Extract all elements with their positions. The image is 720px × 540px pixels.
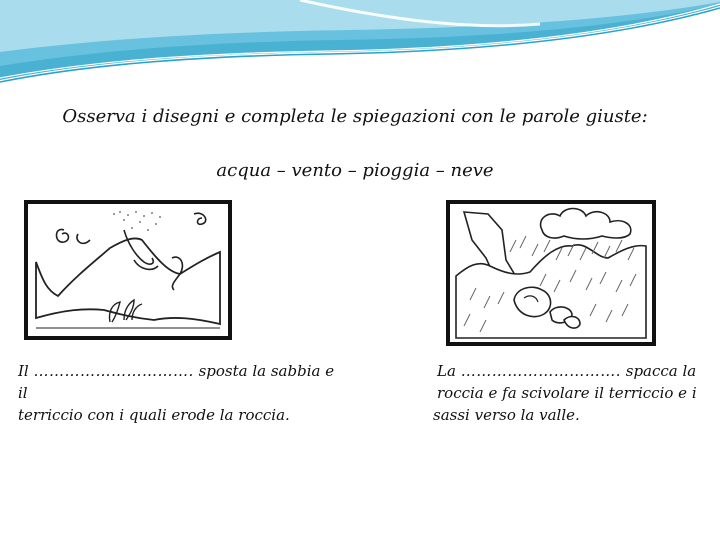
- rain-blank[interactable]: ………………………….: [460, 362, 621, 380]
- rain-caption-line3: sassi verso la valle.: [433, 406, 580, 424]
- rain-caption: [433, 360, 703, 426]
- header-wave-decoration: [0, 0, 720, 90]
- wind-caption: [18, 360, 338, 426]
- rain-caption-line2: roccia e fa scivolare il terriccio e i: [437, 384, 697, 402]
- wind-erosion-drawing: [24, 200, 232, 340]
- wind-blank[interactable]: ………………………….: [33, 362, 194, 380]
- instruction-text: Osserva i disegni e completa le spiegazioni con le parole giuste:: [62, 106, 648, 127]
- wind-caption-prefix: Il: [18, 362, 29, 380]
- wind-caption-line2: terriccio con i quali erode la roccia.: [18, 406, 290, 424]
- rain-erosion-drawing: [446, 200, 656, 346]
- wind-caption-line1: sposta la sabbia e il: [18, 362, 335, 402]
- rain-caption-line1: spacca la: [625, 362, 697, 380]
- word-bank: acqua – vento – pioggia – neve: [216, 160, 494, 181]
- rain-caption-prefix: La: [437, 362, 456, 380]
